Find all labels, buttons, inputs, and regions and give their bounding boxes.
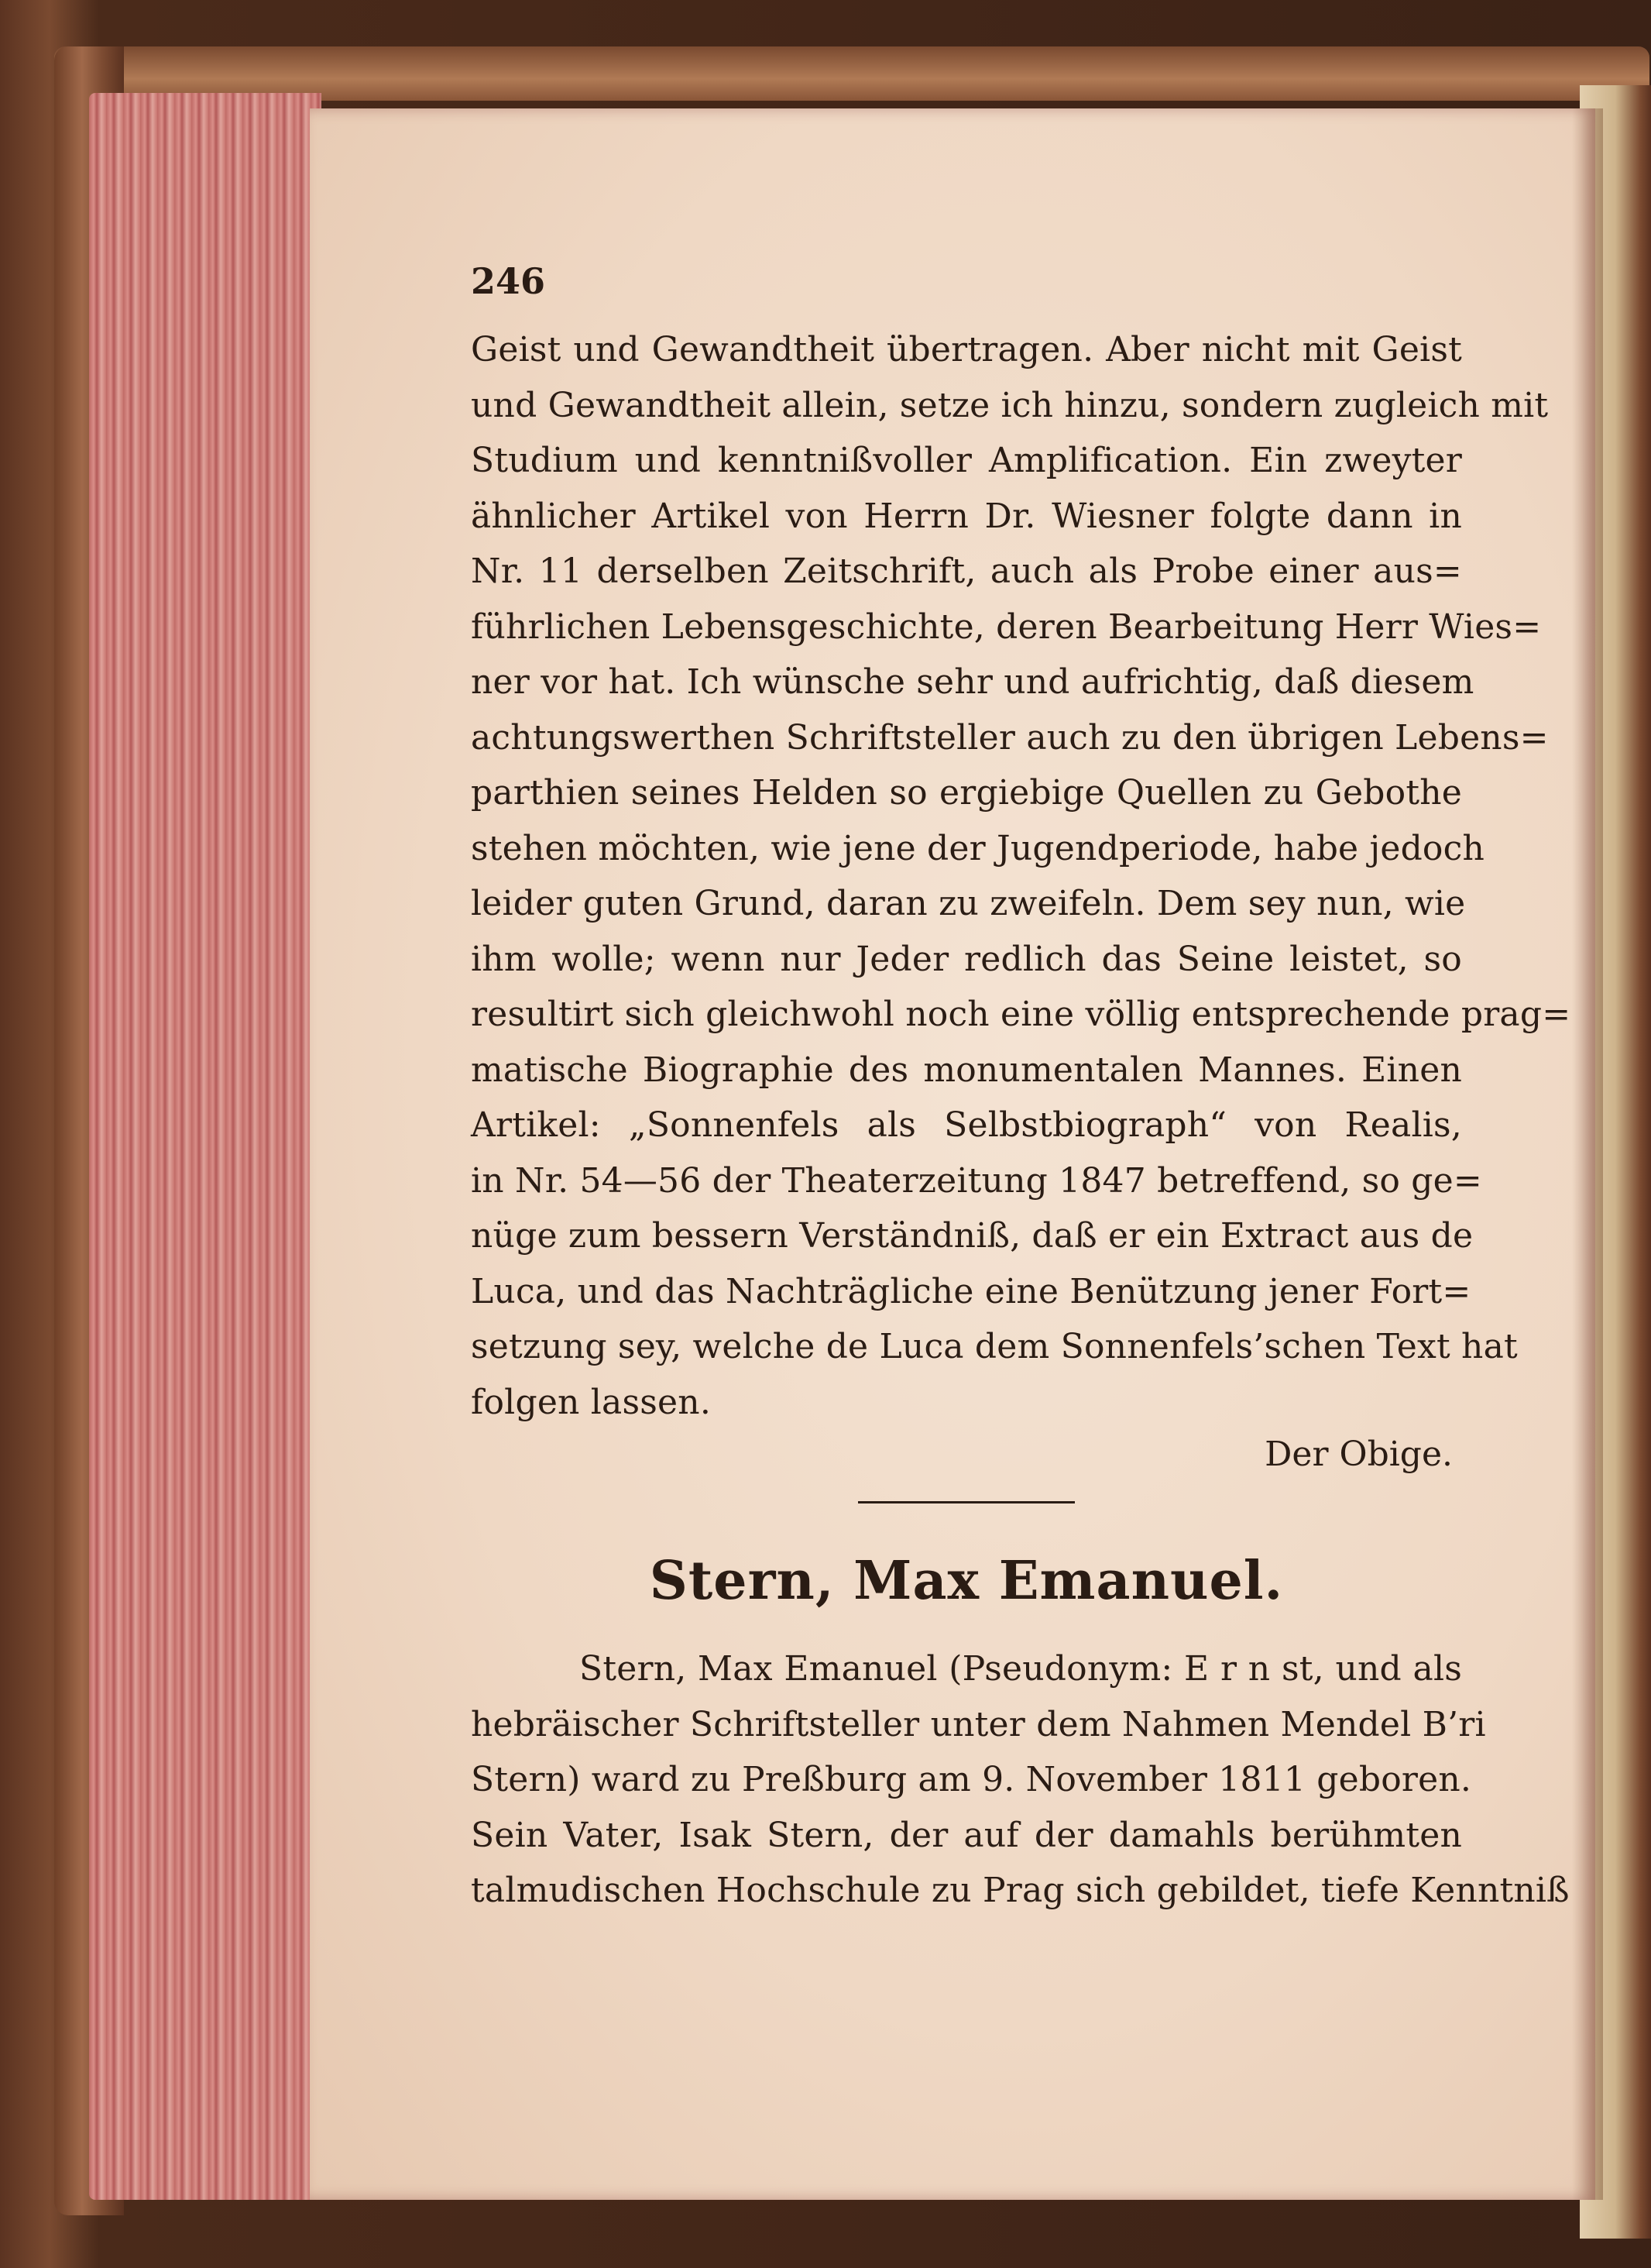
text-line: talmudischen Hochschule zu Prag sich gebildet, tiefe Kenntniß — [471, 1871, 1570, 1910]
text-line: Geist und Gewandtheit übertragen. Aber nicht mit Geist — [471, 330, 1462, 369]
text-line: Nr. 11 derselben Zeitschrift, auch als Probe einer aus= — [471, 552, 1462, 591]
text-line: Stern) ward zu Preßburg am 9. November 1811 geboren. — [471, 1760, 1472, 1799]
text-line: ner vor hat. Ich wünsche sehr und aufrichtig, daß diesem — [471, 662, 1474, 702]
text-line: parthien seines Helden so ergiebige Quellen zu Gebothe — [471, 773, 1462, 813]
signature: Der Obige. — [1265, 1435, 1453, 1474]
text-line: hebräischer Schriftsteller unter dem Nahmen Mendel B’ri — [471, 1704, 1486, 1744]
text-line: setzung sey, welche de Luca dem Sonnenfels’schen Text hat — [471, 1327, 1518, 1366]
text-line: stehen möchten, wie jene der Jugendperiode, habe jedoch — [471, 828, 1485, 868]
text-line: und Gewandtheit allein, setze ich hinzu, sondern zugleich mit — [471, 385, 1549, 425]
page-number: 246 — [471, 260, 546, 302]
text-line: matische Biographie des monumentalen Mannes. Einen — [471, 1050, 1462, 1090]
text-line: führlichen Lebensgeschichte, deren Bearbeitung Herr Wies= — [471, 607, 1542, 647]
text-line: achtungswerthen Schriftsteller auch zu den übrigen Lebens= — [471, 717, 1549, 758]
text-line: nüge zum bessern Verständniß, daß er ein Extract aus de — [471, 1216, 1474, 1256]
text-line: in Nr. 54—56 der Theaterzeitung 1847 betreffend, so ge= — [471, 1160, 1482, 1201]
page-gutter — [1572, 108, 1603, 2200]
text-line: leider guten Grund, daran zu zweifeln. Dem sey nun, wie — [471, 884, 1466, 923]
text-line: Stern, Max Emanuel (Pseudonym: E r n st, und als — [579, 1649, 1462, 1689]
text-line: Studium und kenntnißvoller Amplification. Ein zweyter — [471, 441, 1462, 480]
text-line: ähnlicher Artikel von Herrn Dr. Wiesner folgte dann in — [471, 496, 1462, 536]
text-line: Artikel: „Sonnenfels als Selbstbiograph“ von Realis, — [471, 1105, 1462, 1145]
paragraph-continuation — [471, 322, 1571, 1430]
page-edges — [89, 93, 321, 2200]
paragraph-biography — [471, 1641, 1570, 1919]
text-line: Sein Vater, Isak Stern, der auf der damahls berühmten — [471, 1815, 1462, 1855]
section-divider — [858, 1501, 1075, 1503]
text-line: folgen lassen. — [471, 1382, 712, 1422]
section-heading: Stern, Max Emanuel. — [649, 1550, 1284, 1612]
text-line: resultirt sich gleichwohl noch eine völlig entsprechende prag= — [471, 995, 1571, 1034]
text-line: ihm wolle; wenn nur Jeder redlich das Seine leistet, so — [471, 939, 1462, 979]
page-text — [471, 256, 1571, 1919]
text-line: Luca, und das Nachträgliche eine Benützung jener Fort= — [471, 1271, 1471, 1311]
